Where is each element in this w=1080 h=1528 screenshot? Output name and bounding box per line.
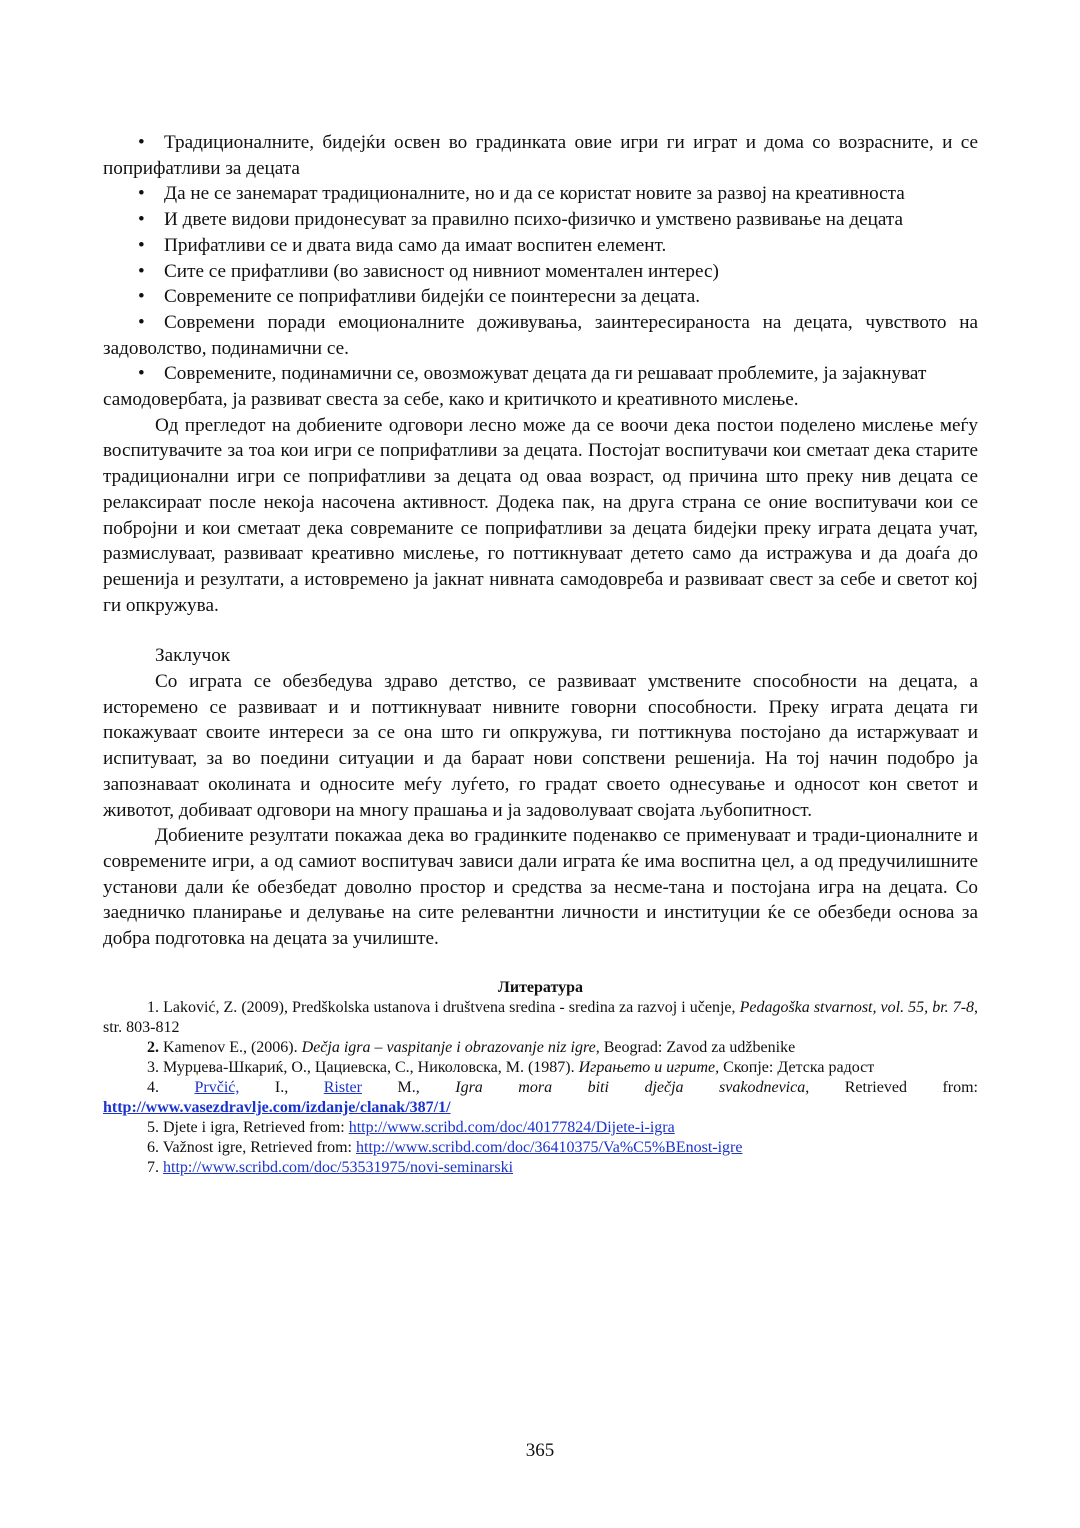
list-item: • Современите, подинамични се, овозможуват децата да ги решаваат проблемите, ја зајакнуват самодовербата, ја развиват свеста за себе, како и критичкото и креативното мислење. xyxy=(103,363,927,411)
bullet-icon: • xyxy=(138,311,145,333)
reference-url-link[interactable]: http://www.scribd.com/doc/40177824/Dijete-i-igra xyxy=(348,1118,675,1136)
conclusion-heading: Заклучок xyxy=(155,645,231,667)
author-link[interactable]: Rister xyxy=(323,1078,362,1096)
references-title: Литература xyxy=(497,978,584,996)
conclusion-paragraph: Со играта се обезбедува здраво детство, се развиваат умствените способности на децата, а исторемено се развиваат и и поттикнуваат нивните говорни способности. Преку играта децата ги покажуваат своите интереси за се она што ги опкружува, ги поттикнува постојано да истаржуваат и испитуваат, за во поедини ситуации и да бараат нови сопствени решенија. На тој начин подобро ја запознаваат околината и односите меѓу луѓето, го градат своето однесување и односот кон светот и животот, добиваат одговори на многу прашања и ја задоволуваат својата љубопитност. xyxy=(103,671,978,821)
reference-list xyxy=(103,998,978,1178)
list-item: • Современите се поприфатливи бидејќи се поинтересни за децата. xyxy=(103,284,978,310)
reference-item: 1. Laković, Z. (2009), Predškolska ustanova i društvena sredina - sredina za razvoj i učenje, Pedagoška stvarnost, vol. 55, br. 7-8, str. 803-812 xyxy=(103,998,979,1036)
bullet-icon: • xyxy=(138,286,145,308)
bullet-list xyxy=(103,130,978,413)
bullet-icon: • xyxy=(138,234,145,256)
list-item: • Да не се занемарат традиционалните, но и да се користат новите за развој на креативноста xyxy=(103,181,978,207)
bullet-icon: • xyxy=(138,363,145,385)
reference-url-link[interactable]: http://www.scribd.com/doc/36410375/Va%C5%BEnost-igre xyxy=(356,1138,743,1156)
page-body xyxy=(103,130,978,1178)
reference-item: 2. Kamenov E., (2006). Dečja igra – vaspitanje i obrazovanje niz igre, Beograd: Zavod za udžbenike xyxy=(147,1038,796,1056)
list-item: • Прифатливи се и двата вида само да имаат воспитен елемент. xyxy=(103,233,978,259)
reference-item: 7. http://www.scribd.com/doc/53531975/novi-seminarski xyxy=(147,1158,514,1176)
list-item: • Традиционалните, бидејќи освен во градинката овие игри ги играт и дома со возрасните, и се поприфатливи за децата xyxy=(103,132,978,179)
reference-item: 5. Djete i igra, Retrieved from: http://www.scribd.com/doc/40177824/Dijete-i-igra xyxy=(147,1118,675,1136)
bullet-icon: • xyxy=(138,132,145,153)
list-item: • Сите се прифатливи (во зависност од нивниот моментален интерес) xyxy=(103,259,978,285)
page-number: 365 xyxy=(525,1440,555,1461)
reference-item: 6. Važnost igre, Retrieved from: http://www.scribd.com/doc/36410375/Va%C5%BEnost-igre xyxy=(147,1138,743,1156)
reference-url-link[interactable]: http://www.vasezdravlje.com/izdanje/clanak/387/1/ xyxy=(103,1098,451,1116)
author-link[interactable]: Prvčić, xyxy=(194,1078,240,1096)
reference-item: 3. Мурџева-Шкариќ, О., Цациевска, С., Николовска, М. (1987). Играњето и игрите, Скопје: Детска радост xyxy=(147,1058,875,1076)
discussion-paragraph: Од прегледот на добиените одговори лесно може да се воочи дека постои поделено мислење меѓу воспитувачите за тоа кои игри се поприфатливи за децата. Постојат воспитувачи кои сметаат дека старите традиционални игри се поприфатливи за децата од оваа возраст, од причина што преку нив децата се релаксираат после некоја насочена активност. Додека пак, на друга страна се оние воспитувачи кои се побројни и кои сметаат дека совреманите се поприфатливи за децата бидејки преку играта децата учат, размислуваат, развиваат креативно мислење, го поттикнуваат детето само да истражува и да доаѓа до решенија и резултати, а истовремено ја јакнат нивната самодовреба и развиваат свест за себе и светот кој ги опкружува. xyxy=(103,414,978,616)
conclusion-paragraph: Добиените резултати покажаа дека во градинките поденакво се применуваат и тради-ционалните и современите игри, а од самиот воспитувач зависи дали играта ќе има воспитна цел, а од предучилишните установи дали ќе обезбедат доволно простор и средства за несме-тана и постојана игра на децата. Со заедничко планирање и делување на сите релевантни личности и институции ќе се обезбеди основа за добра подготовка на децата за училиште. xyxy=(103,825,978,950)
bullet-icon: • xyxy=(138,183,145,205)
list-item: • И двете видови придонесуват за правилно психо-физичко и умствено развивање на децата xyxy=(103,207,978,233)
reference-item: 4. Prvčić, I., Rister M., Igra mora biti dječja svakodnevica, Retrieved from: http://www.vasezdravlje.com/izdanje/clanak/387/1/ xyxy=(103,1078,979,1116)
reference-url-link[interactable]: http://www.scribd.com/doc/53531975/novi-seminarski xyxy=(163,1158,514,1176)
bullet-icon: • xyxy=(138,209,145,231)
bullet-icon: • xyxy=(138,260,145,282)
list-item: • Современи поради емоционалните доживувања, заинтересираноста на децата, чувството на задоволство, подинамични се. xyxy=(103,311,978,359)
